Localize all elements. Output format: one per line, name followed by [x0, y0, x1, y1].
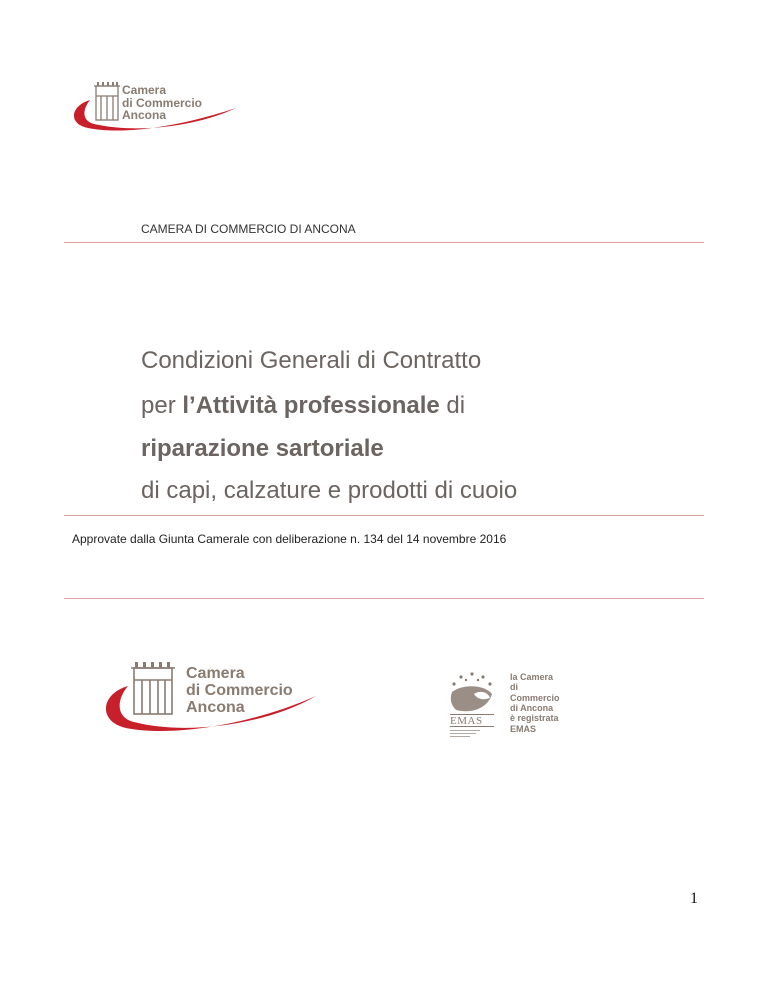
- bottom-logo: [98, 660, 318, 736]
- approval-note: Approvate dalla Giunta Camerale con deliberazione n. 134 del 14 novembre 2016: [72, 532, 507, 546]
- emas-line-3: di Ancona: [510, 703, 554, 714]
- logo-line-commercio: di Commercio: [122, 95, 203, 110]
- title-bold-attivita: l’Attività professionale: [182, 392, 440, 419]
- top-logo: [68, 80, 238, 134]
- logo-line-ancona: Ancona: [186, 698, 245, 716]
- emas-line-1: la Camera: [510, 672, 554, 682]
- approval-rule: [64, 598, 704, 599]
- org-name: CAMERA DI COMMERCIO DI ANCONA: [141, 222, 356, 236]
- emas-logo: [444, 670, 564, 746]
- title-line-4: di capi, calzature e prodotti di cuoio: [141, 477, 518, 504]
- emas-line-4: è registrata: [510, 713, 559, 724]
- emas-line-5: EMAS: [510, 723, 537, 734]
- title-line-1: Condizioni Generali di Contratto: [141, 347, 482, 374]
- title-bold-riparazione: riparazione sartoriale: [141, 435, 384, 462]
- logo-line-commercio: di Commercio: [186, 681, 293, 699]
- header-rule: [64, 242, 704, 243]
- title-line-2: per l’Attività professionale di: [141, 392, 466, 419]
- page-number: 1: [690, 890, 698, 907]
- logo-line-camera: Camera: [122, 83, 167, 97]
- title-line-3: [141, 435, 384, 463]
- emas-mark: EMAS: [450, 715, 483, 727]
- title-rule: [64, 515, 704, 516]
- logo-line-camera: Camera: [186, 665, 245, 682]
- logo-line-ancona: Ancona: [122, 108, 167, 123]
- emas-flower-icon: [444, 670, 500, 742]
- emas-line-2: di Commercio: [510, 682, 560, 703]
